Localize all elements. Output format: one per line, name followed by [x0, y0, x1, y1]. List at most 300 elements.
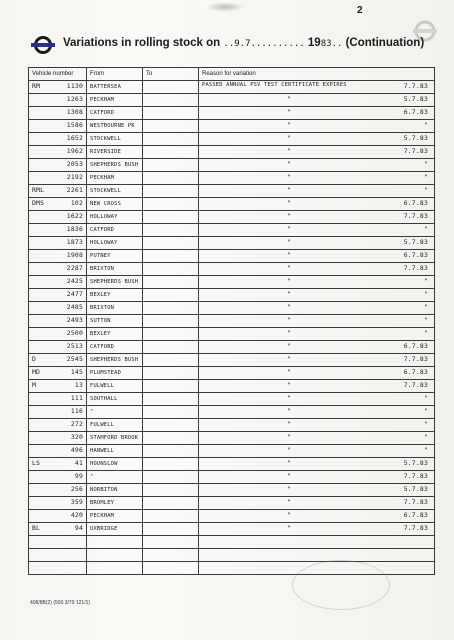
table-row — [29, 341, 435, 354]
reason-cell — [199, 406, 435, 419]
reason-cell — [199, 380, 435, 393]
page-number: 2 — [357, 5, 363, 16]
reason-cell — [199, 341, 435, 354]
ditto-mark: " — [287, 368, 292, 376]
vehicle-cell — [29, 185, 87, 198]
reason-cell — [199, 458, 435, 471]
from-garage: PECKHAM — [87, 510, 143, 523]
table-row — [29, 458, 435, 471]
table-row — [29, 224, 435, 237]
reason-text: PASSED ANNUAL PSV TEST CERTIFICATE EXPIRES — [202, 82, 347, 88]
to-garage — [143, 497, 199, 510]
vehicle-number: 145 — [70, 368, 83, 376]
expiry-date: " — [423, 303, 428, 311]
to-garage — [143, 159, 199, 172]
vehicle-number: 359 — [70, 498, 83, 506]
reason-cell — [199, 432, 435, 445]
expiry-date: 5.7.83 — [403, 459, 428, 467]
vehicle-number: 1908 — [66, 251, 83, 259]
vehicle-cell — [29, 289, 87, 302]
from-garage — [87, 549, 143, 562]
table-row — [29, 315, 435, 328]
expiry-date: 7.7.83 — [403, 498, 428, 506]
vehicle-cell — [29, 484, 87, 497]
vehicle-number: 102 — [70, 199, 83, 207]
vehicle-class: BL — [32, 524, 41, 532]
vehicle-number: 320 — [70, 433, 83, 441]
vehicle-cell — [29, 250, 87, 263]
column-header-reason: Reason for variation — [199, 68, 435, 81]
vehicle-number: 1130 — [66, 82, 83, 90]
expiry-date: 5.7.83 — [403, 485, 428, 493]
vehicle-cell — [29, 146, 87, 159]
expiry-date: " — [423, 225, 428, 233]
expiry-date: 6.7.83 — [403, 511, 428, 519]
expiry-date: " — [423, 420, 428, 428]
ditto-mark: " — [287, 420, 292, 428]
ditto-mark: " — [287, 186, 292, 194]
reason-cell — [199, 237, 435, 250]
from-garage: BRIXTON — [87, 263, 143, 276]
vehicle-cell — [29, 549, 87, 562]
vehicle-number: 41 — [74, 459, 83, 467]
ditto-mark: " — [287, 498, 292, 506]
expiry-date: " — [423, 446, 428, 454]
reason-cell — [199, 263, 435, 276]
expiry-date: " — [423, 277, 428, 285]
expiry-date: 7.7.83 — [403, 472, 428, 480]
reason-cell — [199, 159, 435, 172]
expiry-date: " — [423, 433, 428, 441]
expiry-date: 5.7.83 — [403, 95, 428, 103]
reason-cell — [199, 354, 435, 367]
table-row — [29, 94, 435, 107]
from-garage: SHEPHERDS BUSH — [87, 354, 143, 367]
vehicle-number: 111 — [70, 394, 83, 402]
vehicle-cell — [29, 120, 87, 133]
vehicle-cell — [29, 211, 87, 224]
expiry-date: " — [423, 160, 428, 168]
reason-cell — [199, 146, 435, 159]
from-garage: UXBRIDGE — [87, 523, 143, 536]
table-row — [29, 367, 435, 380]
expiry-date: 7.7.83 — [403, 264, 428, 272]
ditto-mark: " — [287, 251, 292, 259]
vehicle-cell — [29, 328, 87, 341]
vehicle-number: 1873 — [66, 238, 83, 246]
reason-cell — [199, 393, 435, 406]
table-row — [29, 432, 435, 445]
reason-cell — [199, 81, 435, 94]
to-garage — [143, 354, 199, 367]
reason-cell — [199, 536, 435, 549]
vehicle-class: D — [32, 355, 37, 363]
vehicle-number: 1652 — [66, 134, 83, 142]
vehicle-cell — [29, 406, 87, 419]
expiry-date: 6.7.83 — [403, 108, 428, 116]
from-garage: " — [87, 471, 143, 484]
vehicle-cell — [29, 172, 87, 185]
expiry-date: 5.7.83 — [403, 238, 428, 246]
reason-cell — [199, 172, 435, 185]
reason-cell — [199, 276, 435, 289]
reason-cell — [199, 185, 435, 198]
table-row — [29, 263, 435, 276]
to-garage — [143, 328, 199, 341]
expiry-date: 7.7.83 — [403, 82, 428, 90]
table-row — [29, 354, 435, 367]
to-garage — [143, 380, 199, 393]
title-year-suffix: 83 — [320, 39, 332, 49]
to-garage — [143, 172, 199, 185]
vehicle-class: DMS — [32, 199, 45, 207]
vehicle-number: 1308 — [66, 108, 83, 116]
reason-cell — [199, 419, 435, 432]
reason-cell — [199, 107, 435, 120]
to-garage — [143, 198, 199, 211]
ditto-mark: " — [287, 485, 292, 493]
ditto-mark: " — [287, 173, 292, 181]
expiry-date: " — [423, 173, 428, 181]
column-header-from: From — [87, 68, 143, 81]
vehicle-number: 2477 — [66, 290, 83, 298]
title-suffix: (Continuation) — [345, 37, 425, 49]
title-prefix: Variations in rolling stock on — [63, 37, 221, 49]
expiry-date: " — [423, 186, 428, 194]
vehicle-cell — [29, 523, 87, 536]
from-garage: PUTNEY — [87, 250, 143, 263]
vehicle-cell — [29, 562, 87, 575]
vehicle-cell — [29, 81, 87, 94]
reason-cell — [199, 224, 435, 237]
table-row — [29, 276, 435, 289]
from-garage: BEXLEY — [87, 289, 143, 302]
form-code: 408/8B(2) (500 3/79 121/1) — [30, 600, 91, 606]
london-transport-roundel-icon — [30, 35, 56, 55]
vehicle-cell — [29, 380, 87, 393]
from-garage: " — [87, 406, 143, 419]
expiry-date: 6.7.83 — [403, 342, 428, 350]
to-garage — [143, 224, 199, 237]
to-garage — [143, 341, 199, 354]
to-garage — [143, 471, 199, 484]
table-row — [29, 120, 435, 133]
table-row — [29, 185, 435, 198]
reason-cell — [199, 484, 435, 497]
table-row — [29, 237, 435, 250]
reason-cell — [199, 328, 435, 341]
expiry-date: " — [423, 407, 428, 415]
from-garage — [87, 536, 143, 549]
to-garage — [143, 419, 199, 432]
vehicle-cell — [29, 510, 87, 523]
vehicle-number: 496 — [70, 446, 83, 454]
from-garage: SOUTHALL — [87, 393, 143, 406]
to-garage — [143, 302, 199, 315]
ditto-mark: " — [287, 394, 292, 402]
vehicle-cell — [29, 354, 87, 367]
to-garage — [143, 510, 199, 523]
table-row — [29, 497, 435, 510]
vehicle-number: 420 — [70, 511, 83, 519]
ditto-mark: " — [287, 472, 292, 480]
document-title: Variations in rolling stock on ..9.7.......... 1983.. (Continuation) — [63, 37, 425, 49]
vehicle-cell — [29, 198, 87, 211]
to-garage — [143, 250, 199, 263]
from-garage: NEW CROSS — [87, 198, 143, 211]
vehicle-cell — [29, 471, 87, 484]
vehicle-cell — [29, 133, 87, 146]
ditto-mark: " — [287, 459, 292, 467]
vehicle-number: 94 — [74, 524, 83, 532]
vehicle-number: 2493 — [66, 316, 83, 324]
to-garage — [143, 211, 199, 224]
from-garage: HANWELL — [87, 445, 143, 458]
from-garage: FULWELL — [87, 380, 143, 393]
expiry-date: 7.7.83 — [403, 212, 428, 220]
vehicle-cell — [29, 458, 87, 471]
reason-cell — [199, 315, 435, 328]
to-garage — [143, 536, 199, 549]
ditto-mark: " — [287, 199, 292, 207]
vehicle-class: M — [32, 381, 37, 389]
table-row — [29, 536, 435, 549]
table-row — [29, 419, 435, 432]
table-row — [29, 406, 435, 419]
reason-cell — [199, 523, 435, 536]
from-garage: HOUNSLOW — [87, 458, 143, 471]
vehicle-number: 1962 — [66, 147, 83, 155]
vehicle-number: 2261 — [66, 186, 83, 194]
reason-cell — [199, 211, 435, 224]
table-row — [29, 393, 435, 406]
reason-cell — [199, 367, 435, 380]
table-row — [29, 250, 435, 263]
ditto-mark: " — [287, 316, 292, 324]
from-garage: STAMFORD BROOK — [87, 432, 143, 445]
to-garage — [143, 315, 199, 328]
ditto-mark: " — [287, 290, 292, 298]
title-day-month: 9.7 — [234, 39, 251, 49]
reason-cell — [199, 302, 435, 315]
vehicle-number: 256 — [70, 485, 83, 493]
vehicle-cell — [29, 302, 87, 315]
vehicle-number: 116 — [70, 407, 83, 415]
to-garage — [143, 133, 199, 146]
vehicle-cell — [29, 107, 87, 120]
to-garage — [143, 120, 199, 133]
from-garage: NORBITON — [87, 484, 143, 497]
vehicle-class: RM — [32, 82, 41, 90]
from-garage: WESTBOURNE PK — [87, 120, 143, 133]
expiry-date: " — [423, 290, 428, 298]
reason-cell — [199, 471, 435, 484]
from-garage: PLUMSTEAD — [87, 367, 143, 380]
from-garage: BRIXTON — [87, 302, 143, 315]
from-garage: SHEPHERDS BUSH — [87, 159, 143, 172]
vehicle-number: 99 — [74, 472, 83, 480]
table-row — [29, 146, 435, 159]
ditto-mark: " — [287, 381, 292, 389]
ditto-mark: " — [287, 329, 292, 337]
reason-cell — [199, 250, 435, 263]
from-garage: BATTERSEA — [87, 81, 143, 94]
expiry-date: 7.7.83 — [403, 355, 428, 363]
vehicle-number: 2287 — [66, 264, 83, 272]
expiry-date: 6.7.83 — [403, 368, 428, 376]
faint-stamp — [292, 560, 390, 610]
table-row — [29, 445, 435, 458]
expiry-date: 7.7.83 — [403, 381, 428, 389]
from-garage: CATFORD — [87, 224, 143, 237]
to-garage — [143, 562, 199, 575]
reason-cell — [199, 120, 435, 133]
vehicle-cell — [29, 536, 87, 549]
vehicle-cell — [29, 393, 87, 406]
to-garage — [143, 523, 199, 536]
reason-cell — [199, 510, 435, 523]
table-row — [29, 133, 435, 146]
vehicle-class: LS — [32, 459, 41, 467]
expiry-date: 5.7.83 — [403, 134, 428, 142]
vehicle-number: 2513 — [66, 342, 83, 350]
to-garage — [143, 276, 199, 289]
vehicle-cell — [29, 315, 87, 328]
ditto-mark: " — [287, 238, 292, 246]
vehicle-number: 13 — [74, 381, 83, 389]
column-header-to: To — [143, 68, 199, 81]
reason-cell — [199, 289, 435, 302]
vehicle-number: 1622 — [66, 212, 83, 220]
ink-smudge — [205, 2, 245, 12]
to-garage — [143, 549, 199, 562]
ditto-mark: " — [287, 134, 292, 142]
table-header-row — [29, 68, 435, 81]
vehicle-cell — [29, 341, 87, 354]
expiry-date: " — [423, 394, 428, 402]
vehicle-number: 2500 — [66, 329, 83, 337]
vehicle-cell — [29, 445, 87, 458]
vehicle-cell — [29, 276, 87, 289]
vehicle-cell — [29, 263, 87, 276]
ditto-mark: " — [287, 147, 292, 155]
table-row — [29, 289, 435, 302]
vehicle-number: 2192 — [66, 173, 83, 181]
vehicle-number: 2545 — [66, 355, 83, 363]
table-row — [29, 81, 435, 94]
table-row — [29, 159, 435, 172]
to-garage — [143, 94, 199, 107]
reason-cell — [199, 549, 435, 562]
table-row — [29, 198, 435, 211]
to-garage — [143, 367, 199, 380]
to-garage — [143, 81, 199, 94]
expiry-date: " — [423, 329, 428, 337]
ditto-mark: " — [287, 277, 292, 285]
ditto-mark: " — [287, 303, 292, 311]
ditto-mark: " — [287, 446, 292, 454]
from-garage: CATFORD — [87, 107, 143, 120]
table-row — [29, 211, 435, 224]
from-garage: HOLLOWAY — [87, 237, 143, 250]
ditto-mark: " — [287, 407, 292, 415]
from-garage: FULWELL — [87, 419, 143, 432]
vehicle-class: MD — [32, 368, 41, 376]
table-row — [29, 523, 435, 536]
vehicle-number: 2425 — [66, 277, 83, 285]
expiry-date: 7.7.83 — [403, 524, 428, 532]
vehicle-cell — [29, 237, 87, 250]
table-row — [29, 380, 435, 393]
table-row — [29, 510, 435, 523]
from-garage: STOCKWELL — [87, 133, 143, 146]
to-garage — [143, 445, 199, 458]
vehicle-cell — [29, 94, 87, 107]
title-year-prefix: 19 — [307, 37, 321, 49]
ditto-mark: " — [287, 95, 292, 103]
ditto-mark: " — [287, 225, 292, 233]
vehicle-cell — [29, 432, 87, 445]
ditto-mark: " — [287, 108, 292, 116]
vehicle-number: 1836 — [66, 225, 83, 233]
vehicle-cell — [29, 419, 87, 432]
from-garage: PECKHAM — [87, 172, 143, 185]
to-garage — [143, 458, 199, 471]
to-garage — [143, 146, 199, 159]
ditto-mark: " — [287, 342, 292, 350]
table-row — [29, 484, 435, 497]
rolling-stock-table — [28, 67, 435, 575]
to-garage — [143, 484, 199, 497]
vehicle-class: RML — [32, 186, 45, 194]
ditto-mark: " — [287, 160, 292, 168]
table-row — [29, 328, 435, 341]
to-garage — [143, 432, 199, 445]
from-garage: SUTTON — [87, 315, 143, 328]
reason-cell — [199, 497, 435, 510]
table-row — [29, 302, 435, 315]
vehicle-cell — [29, 159, 87, 172]
ditto-mark: " — [287, 355, 292, 363]
table-row — [29, 107, 435, 120]
table-row — [29, 549, 435, 562]
reason-cell — [199, 94, 435, 107]
from-garage: HOLLOWAY — [87, 211, 143, 224]
from-garage: SHEPHERDS BUSH — [87, 276, 143, 289]
from-garage: BEXLEY — [87, 328, 143, 341]
from-garage — [87, 562, 143, 575]
vehicle-cell — [29, 497, 87, 510]
from-garage: PECKHAM — [87, 94, 143, 107]
from-garage: RIVERSIDE — [87, 146, 143, 159]
vehicle-number: 2053 — [66, 160, 83, 168]
vehicle-number: 272 — [70, 420, 83, 428]
ditto-mark: " — [287, 121, 292, 129]
expiry-date: 6.7.83 — [403, 251, 428, 259]
from-garage: CATFORD — [87, 341, 143, 354]
vehicle-number: 1263 — [66, 95, 83, 103]
ditto-mark: " — [287, 212, 292, 220]
from-garage: BROMLEY — [87, 497, 143, 510]
ditto-mark: " — [287, 433, 292, 441]
reason-cell — [199, 198, 435, 211]
expiry-date: 6.7.83 — [403, 199, 428, 207]
to-garage — [143, 289, 199, 302]
to-garage — [143, 107, 199, 120]
reason-cell — [199, 133, 435, 146]
table-row — [29, 172, 435, 185]
to-garage — [143, 406, 199, 419]
